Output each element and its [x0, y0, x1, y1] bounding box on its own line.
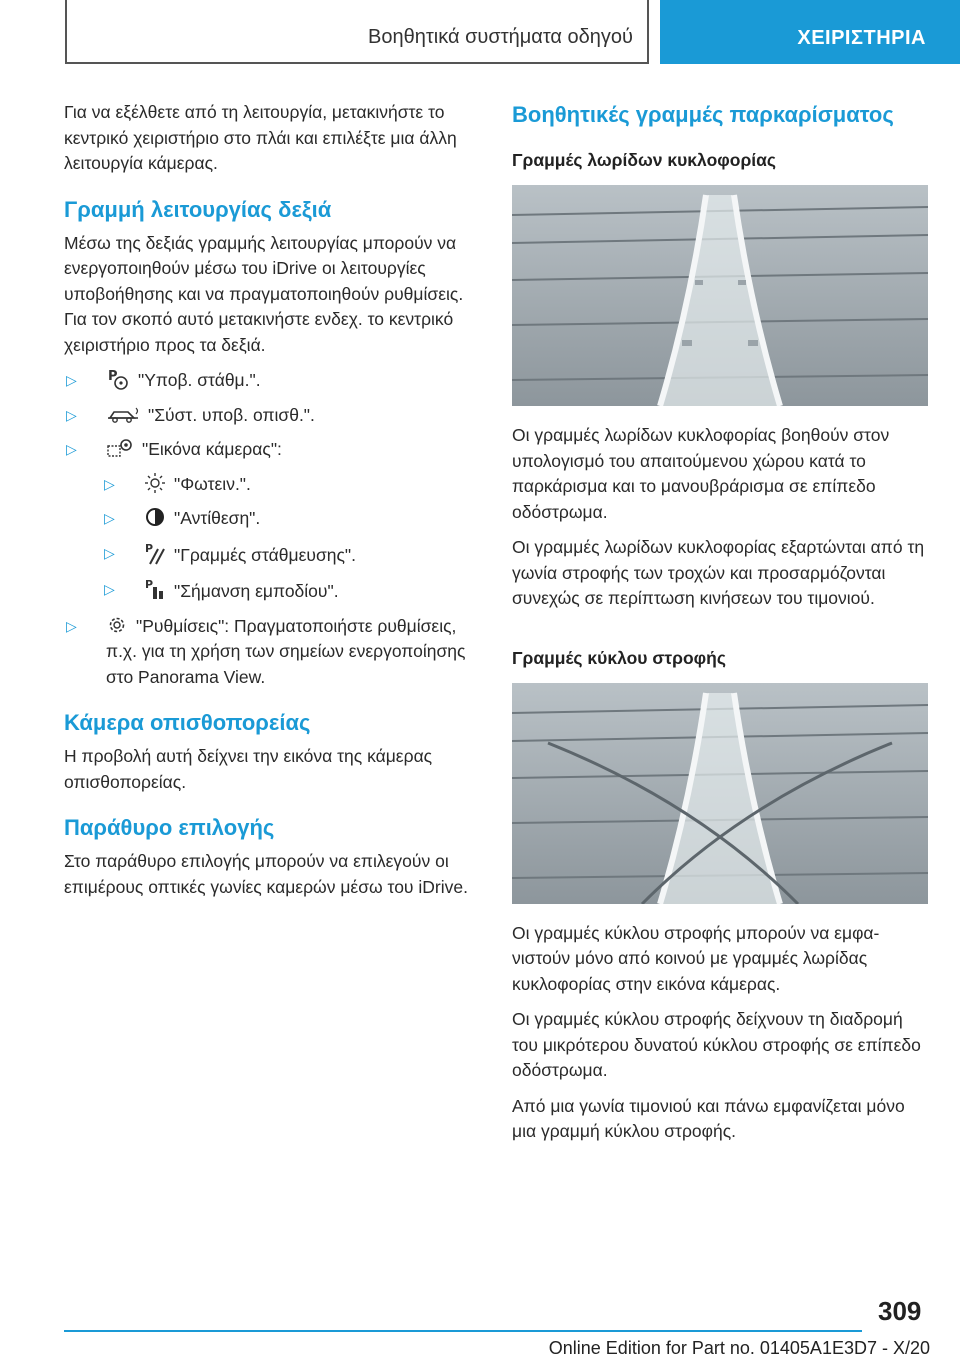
option-label: "Σύστ. υποβ. οπισθ.". [148, 404, 315, 425]
obstacle-marking-icon [144, 577, 166, 601]
bullet-triangle-icon: ▷ [104, 475, 115, 492]
chapter-tab [660, 0, 960, 64]
parking-assist-icon [106, 368, 130, 390]
lane-lines-paragraph-1: Οι γραμμές λωρίδων κυκλοφορίας βοηθούν στον υπολογισμό του απαιτούμενου χώρου κατά το παρκάρισμα και το μανουβράρισμα σε επίπεδο οδόστρωμα. [512, 425, 890, 522]
bullet-triangle-icon: ▷ [66, 406, 77, 423]
page-number: 309 [878, 1296, 922, 1326]
car-sensor-icon [106, 405, 140, 425]
contrast-icon [144, 506, 166, 528]
function-options-list [64, 368, 484, 690]
option-rear-assist [64, 403, 484, 429]
option-label: "Φωτειν.". [174, 473, 251, 494]
option-label: "Εικόνα κάμερας": [142, 439, 282, 459]
svg-text:P: P [145, 578, 154, 591]
lane-lines-paragraph-2: Οι γραμμές λωρίδων κυκλοφορίας εξαρτώνται από τη γωνία στροφής των τροχών και προσαρμόζονται συνεχώς σε περίπτωση κινήσεων του τιμονιού. [512, 537, 925, 608]
option-label: "Ρυθμίσεις": Πραγματοποιήστε ρυθμίσεις, π.χ. για τη χρήση των σημείων ενεργοποίησης στο Panorama View. [106, 615, 466, 687]
option-settings [64, 614, 484, 691]
chapter-title: ΧΕΙΡΙΣΤΗΡΙΑ [797, 27, 926, 49]
left-column [64, 100, 484, 910]
section-tab [65, 0, 649, 64]
right-function-bar-paragraph: Μέσω της δεξιάς γραμμής λειτουργίας μπορούν να ενεργοποιηθούν μέσω του iDrive οι λειτουργίες υποβοήθησης και να πραγματοποιηθούν ρυθμίσεις. Για τον σκοπό αυτό μετακινήστε ενδεχ. το κεντρικό χειριστήριο προς τα δεξιά. [64, 232, 464, 355]
heading-parking-guide-lines: Βοηθητικές γραμμές παρκαρίσματος [512, 102, 894, 127]
heading-selection-window: Παράθυρο επιλογής [64, 815, 275, 840]
bullet-triangle-icon: ▷ [66, 617, 77, 634]
section-title: Βοηθητικά συστήματα οδηγού [368, 26, 633, 48]
footer-edition: Online Edition for Part no. 01405A1E3D7 - X/20 [548, 1338, 930, 1358]
option-label: "Σήμανση εμποδίου". [174, 581, 339, 601]
option-camera-image [64, 437, 484, 463]
turning-circle-illustration [512, 683, 928, 904]
parking-lines-icon [144, 541, 166, 565]
heading-lane-lines: Γραμμές λωρίδων κυκλοφορίας [512, 150, 777, 170]
bullet-triangle-icon: ▷ [66, 441, 77, 457]
svg-text:P: P [108, 369, 118, 384]
bullet-triangle-icon: ▷ [104, 544, 115, 561]
bullet-triangle-icon: ▷ [104, 581, 115, 597]
turning-circle-paragraph-3: Από μια γωνία τιμονιού και πάνω εμφανίζεται μόνο μια γραμμή κύκλου στροφής. [512, 1095, 905, 1141]
turning-circle-paragraph-1: Οι γραμμές κύκλου στροφής μπορούν να εμφανιστούν μόνο από κοινού με γραμμές λωρίδας κυκλοφορίας στην εικόνα κάμερας. [512, 922, 880, 994]
rear-camera-paragraph: Η προβολή αυτή δείχνει την εικόνα της κάμερας οπισθοπορείας. [64, 746, 433, 792]
footer-divider [64, 1330, 862, 1332]
svg-text:P: P [145, 541, 154, 555]
option-parking-assist [64, 368, 484, 394]
right-column [512, 100, 930, 1155]
lane-lines-illustration [512, 185, 928, 406]
option-contrast [64, 506, 484, 532]
option-label: "Γραμμές στάθμευσης". [174, 544, 356, 565]
camera-settings-icon [106, 437, 134, 459]
bullet-triangle-icon: ▷ [66, 372, 77, 388]
brightness-icon [144, 472, 166, 494]
selection-window-paragraph: Στο παράθυρο επιλογής μπορούν να επιλεγούν οι επιμέρους οπτικές γωνίες καμερών μέσω του iDrive. [64, 851, 468, 897]
bullet-triangle-icon: ▷ [104, 510, 115, 526]
heading-rear-camera: Κάμερα οπισθοπορείας [64, 710, 311, 735]
option-obstacle-marking [64, 577, 484, 605]
option-parking-lines [64, 541, 484, 569]
heading-turning-circle-lines: Γραμμές κύκλου στροφής [512, 647, 726, 668]
option-label: "Αντίθεση". [174, 508, 261, 528]
page-header [0, 0, 960, 66]
gear-icon [106, 614, 128, 636]
intro-paragraph: Για να εξέλθετε από τη λειτουργία, μετακινήστε το κεντρικό χειριστήριο στο πλάι και επιλέξτε μια άλλη λειτουργία κάμερας. [64, 102, 457, 173]
turning-circle-paragraph-2: Οι γραμμές κύκλου στροφής δείχνουν τη διαδρομή του μικρότερου δυνατού κύκλου στροφής σε επίπεδο οδόστρωμα. [512, 1009, 921, 1080]
heading-right-function-bar: Γραμμή λειτουργίας δεξιά [64, 196, 332, 222]
option-label: "Υποβ. στάθμ.". [138, 370, 261, 390]
option-brightness [64, 472, 484, 498]
